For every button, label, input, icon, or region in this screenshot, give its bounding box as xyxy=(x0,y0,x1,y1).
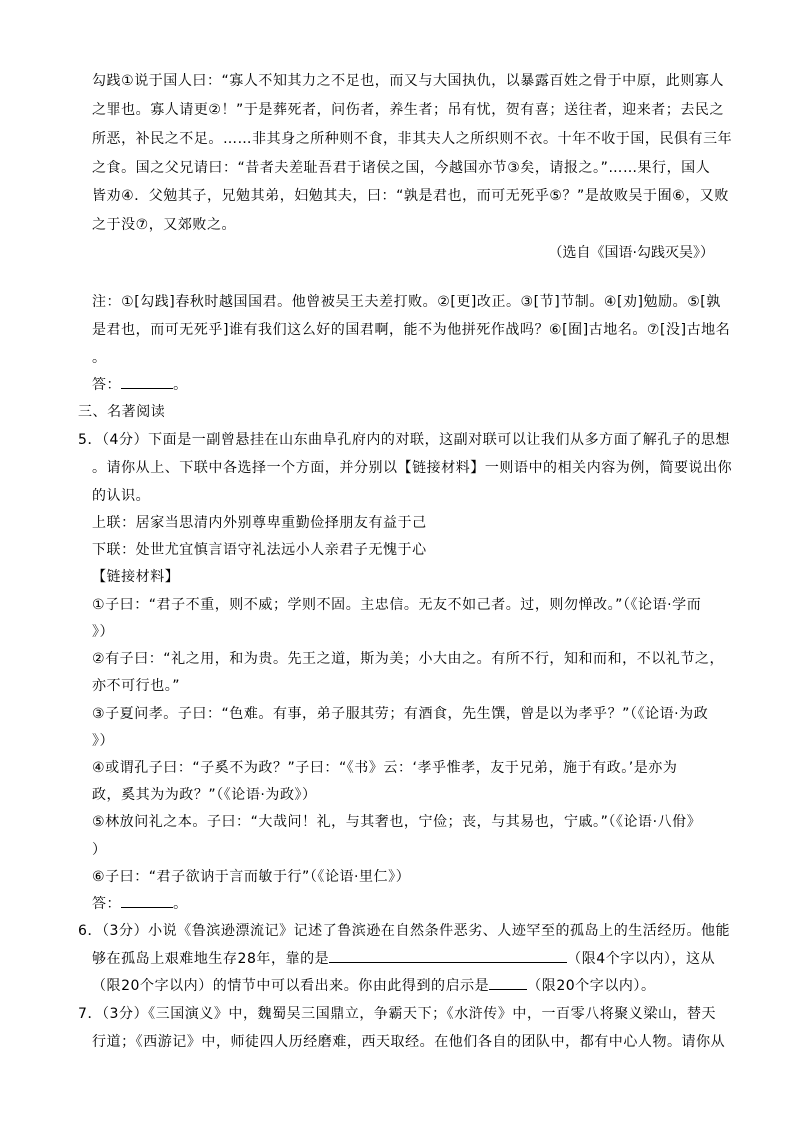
material-5b: ） xyxy=(92,842,107,858)
q6-line-1: 6．（3分）小说《鲁滨逊漂流记》记述了鲁滨逊在自然条件恶劣、人迹罕至的孤岛上的生活经历。他能 xyxy=(78,923,731,939)
q6-blank-1[interactable] xyxy=(329,948,567,963)
notes-answer xyxy=(92,372,188,399)
q5-line-3: 的认识。 xyxy=(92,488,151,504)
answer-blank[interactable] xyxy=(121,893,173,908)
material-3b: 》） xyxy=(92,733,115,749)
passage-line-2: 之罪也。寡人请更②！”于是葬死者，问伤者，养生者；吊有忧，贺有喜；送往者，迎来者；去民之 xyxy=(92,102,725,118)
passage-line-5: 皆劝④．父勉其子，兄勉其弟，妇勉其夫，曰：“孰是君也，而可无死乎⑤？”是故败吴于囿⑥，又败 xyxy=(92,188,729,204)
answer-blank[interactable] xyxy=(121,374,173,389)
material-2a: ②有子曰：“礼之用，和为贵。先王之道，斯为美；小大由之。有所不行，知和而和，不以礼节之， xyxy=(92,651,725,667)
answer-label: 答： xyxy=(92,896,122,912)
notes-line-3: 。 xyxy=(92,350,107,366)
material-3a: ③子夏问孝。子曰：“色难。有事，弟子服其劳；有酒食，先生馔，曾是以为孝乎？”（《论语·为政 xyxy=(92,706,709,722)
material-4b: 政，奚其为为政？”（《论语·为政》） xyxy=(92,787,317,803)
material-1b: 》） xyxy=(92,624,115,640)
q6-line-3 xyxy=(92,973,656,1000)
passage-source: （选自《国语·勾践灭吴》） xyxy=(548,245,714,261)
q5-answer xyxy=(92,891,188,918)
q6-line-2b: （限4个字以内），这从 xyxy=(567,951,716,967)
notes-line-1: 注：①[勾践]春秋时越国国君。他曾被吴王夫差打败。②[更]改正。③[节]节制。④[劝]勉励。⑤[孰 xyxy=(92,294,721,310)
q6-line-2a: 够在孤岛上艰难地生存28年，靠的是 xyxy=(92,951,330,967)
q7-line-1: 7．（3分）《三国演义》中，魏蜀吴三国鼎立，争霸天下；《水浒传》中，一百零八将聚义梁山，替天 xyxy=(78,1006,717,1022)
q6-line-3b: （限20个字以内）。 xyxy=(527,978,656,994)
q6-line-2 xyxy=(92,946,715,973)
q6-line-3a: （限20个字以内）的情节中可以看出来。你由此得到的启示是 xyxy=(92,978,490,994)
material-6: ⑥子曰：“君子欲讷于言而敏于行”（《论语·里仁》） xyxy=(92,869,411,885)
q5-line-1: 5．（4分）下面是一副曾悬挂在山东曲阜孔府内的对联，这副对联可以让我们从多方面了解孔子的思想 xyxy=(78,432,731,448)
q5-line-2: 。请你从上、下联中各选择一个方面，并分别以【链接材料】一则语中的相关内容为例，简要说出你 xyxy=(92,460,733,476)
answer-label: 答： xyxy=(92,377,122,393)
q7-line-2: 行道；《西游记》中，师徒四人历经磨难，西天取经。在他们各自的团队中，都有中心人物。请你从 xyxy=(92,1034,726,1050)
couplet-lower: 下联：处世尤宜慎言语守礼法远小人亲君子无愧于心 xyxy=(92,542,427,558)
couplet-upper: 上联：居家当思清内外别尊卑重勤俭择朋友有益于己 xyxy=(92,515,427,531)
notes-line-2: 是君也，而可无死乎]谁有我们这么好的国君啊，能不为他拼死作战吗？⑥[囿]古地名。⑦[没]古地名 xyxy=(92,322,731,338)
material-4a: ④或谓孔子曰：“子奚不为政？”子曰：“《书》云：‘孝乎惟孝，友于兄弟，施于有政。’是亦为 xyxy=(92,760,678,776)
material-title: 【链接材料】 xyxy=(92,569,180,585)
passage-line-3: 所恶，补民之不足。……非其身之所种则不食，非其夫人之所织则不衣。十年不收于国，民俱有三年 xyxy=(92,131,733,147)
passage-line-1: 勾践①说于国人曰：“寡人不知其力之不足也，而又与大国执仇，以暴露百姓之骨于中原，此则寡人 xyxy=(92,73,725,89)
section-title: 三、名著阅读 xyxy=(78,404,166,420)
answer-end: 。 xyxy=(173,377,188,393)
material-5a: ⑤林放问礼之本。子曰：“大哉问！礼，与其奢也，宁俭；丧，与其易也，宁戚。”（《论语·八佾》 xyxy=(92,814,702,830)
answer-end: 。 xyxy=(173,896,188,912)
material-2b: 亦不可行也。” xyxy=(92,678,181,694)
passage-line-4: 之食。国之父兄请曰：“昔者夫差耻吾君于诸侯之国，今越国亦节③矣，请报之。”……果行，国人 xyxy=(92,160,711,176)
passage-line-6: 之于没⑦，又郊败之。 xyxy=(92,217,237,233)
material-1a: ①子曰：“君子不重，则不威；学则不固。主忠信。无友不如己者。过，则勿惮改。”（《论语·学而 xyxy=(92,597,702,613)
q6-blank-2[interactable] xyxy=(489,975,527,990)
